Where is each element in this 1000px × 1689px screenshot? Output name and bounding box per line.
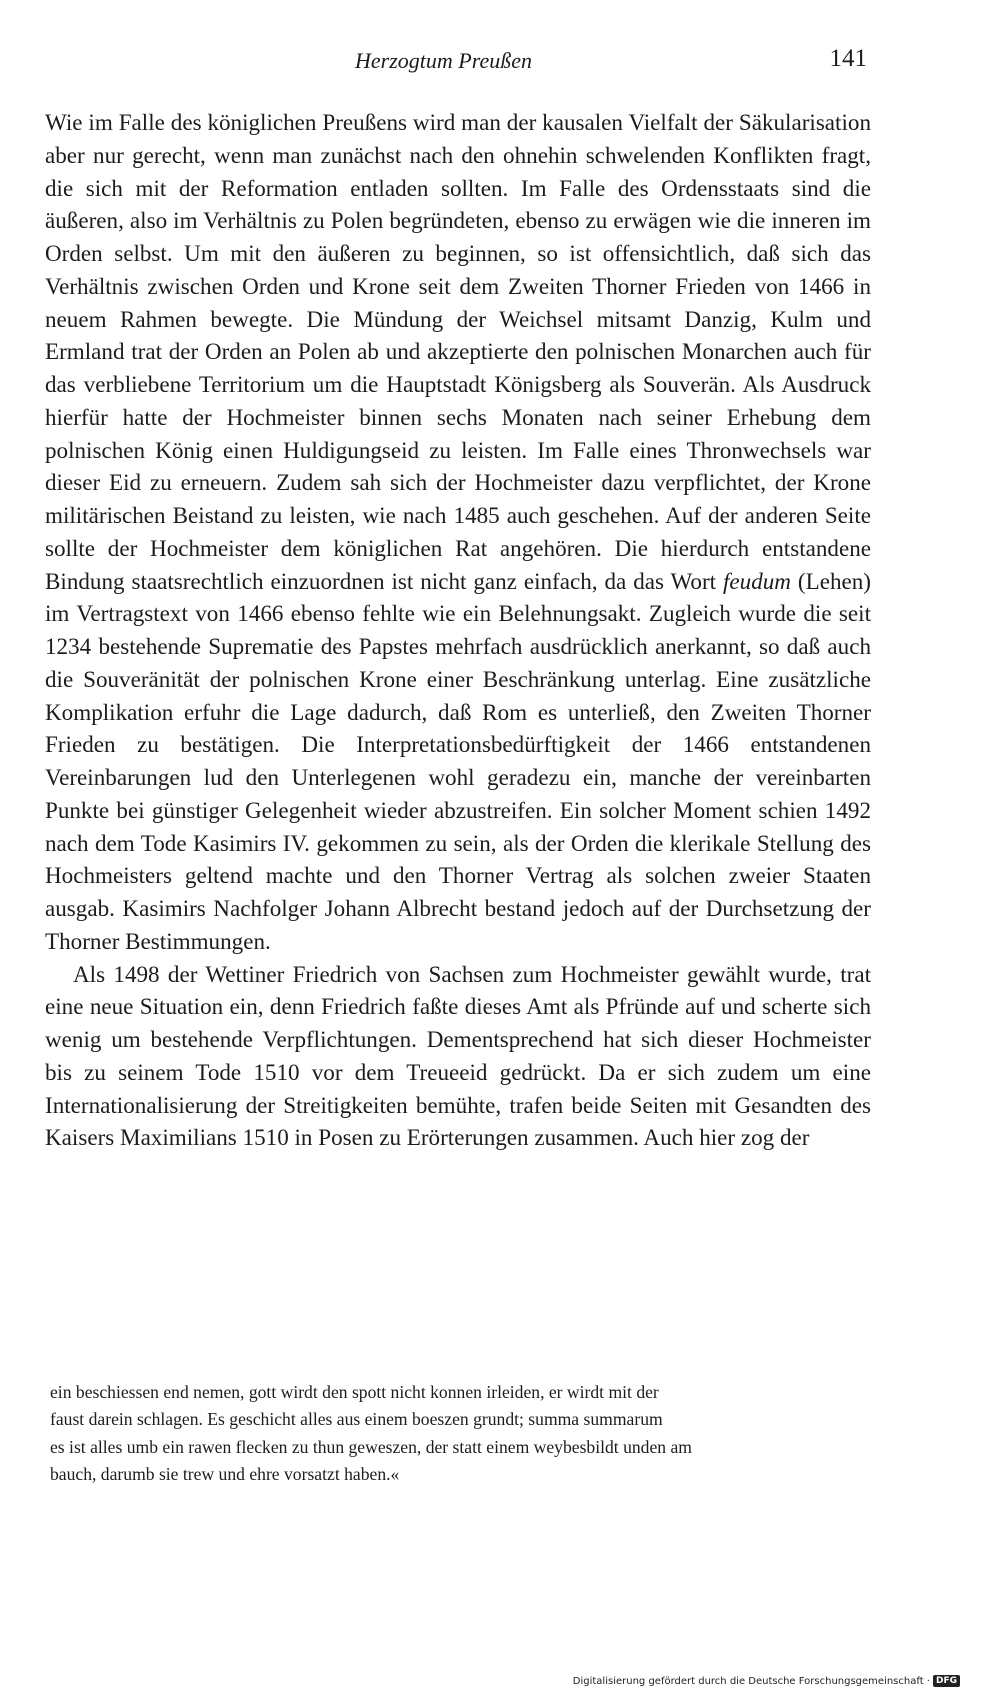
body-text (45, 106, 871, 1154)
page-header (45, 45, 871, 84)
page-number: 141 (829, 45, 867, 72)
footnote-line: bauch, darumb sie trew und ehre vorsatzt haben.« (50, 1463, 400, 1484)
paragraph-1: Wie im Falle des königlichen Preußens wird man der kausalen Vielfalt der Säkularisation aber nur gerecht, wenn man zunächst nach den ohnehin schwelenden Konflikten fragt, die sich mit der Reformation entladen sollten. Im Falle des Ordensstaats sind die äußeren, also im Verhältnis zu Polen begründeten, ebenso zu erwägen wie die inneren im Orden selbst. Um mit den äußeren zu beginnen, so ist offensichtlich, daß sich das Verhältnis zwischen Orden und Krone seit dem Zweiten Thorner Frieden von 1466 in neuem Rahmen bewegte. Die Mündung der Weichsel mitsamt Danzig, Kulm und Ermland trat der Orden an Polen ab und akzeptierte den polnischen Monarchen auch für das verbliebene Territorium um die Hauptstadt Königsberg als Souverän. Als Ausdruck hierfür hatte der Hochmeister binnen sechs Monaten nach seiner Erhebung dem polnischen König einen Huldigungseid zu leisten. Im Falle eines Thronwechsels war dieser Eid zu erneuern. Zudem sah sich der Hochmeister dazu verpflichtet, der Krone militärischen Beistand zu leisten, wie nach 1485 auch geschehen. Auf der anderen Seite sollte der Hochmeister dem königlichen Rat angehören. Die hierdurch entstandene Bindung staatsrechtlich einzuordnen ist nicht ganz einfach, da das Wort feudum (Lehen) im Vertragstext von 1466 ebenso fehlte wie ein Belehnungsakt. Zugleich wurde die seit 1234 bestehende Suprematie des Papstes mehrfach ausdrücklich anerkannt, so daß auch die Souveränität der polnischen Krone einer Beschränkung unterlag. Eine zusätzliche Komplikation erfuhr die Lage dadurch, daß Rom es unterließ, den Zweiten Thorner Frieden zu bestätigen. Die Interpretationsbedürftigkeit der 1466 entstandenen Vereinbarungen lud den Unterlegenen wohl geradezu ein, manche der vereinbarten Punkte bei günstiger Gelegenheit wieder abzustreifen. Ein solcher Moment schien 1492 nach dem Tode Kasimirs IV. gekommen zu sein, als der Orden die klerikale Stellung des Hochmeisters geltend machte und den Thorner Vertrag als solchen zweier Staaten ausgab. Kasimirs Nachfolger Johann Albrecht bestand jedoch auf der Durchsetzung der Thorner Bestimmungen. (45, 109, 871, 954)
footnote-line: ein beschiessen end nemen, gott wirdt den spott nicht konnen irleiden, er wirdt mit der (50, 1382, 659, 1402)
footnote (50, 1379, 879, 1488)
funding-note-text: Digitalisierung gefördert durch die Deutsche Forschungsgemeinschaft · (572, 1675, 930, 1687)
footnote-line: faust darein schlagen. Es geschicht alles aus einem boeszen grundt; summa summarum (50, 1409, 663, 1430)
latin-term: feudum (723, 567, 791, 594)
running-title: Herzogtum Preußen (355, 48, 532, 73)
footnote-line: es ist alles umb ein rawen flecken zu thun geweszen, der statt einem weybesbildt unden am (50, 1436, 692, 1457)
dfg-logo-icon: DFG (933, 1675, 960, 1687)
paragraph-2: Als 1498 der Wettiner Friedrich von Sachsen zum Hochmeister gewählt wurde, trat eine neue Situation ein, denn Friedrich faßte dieses Amt als Pfründe auf und scherte sich wenig um bestehende Verpflichtungen. Dementsprechend hat sich dieser Hochmeister bis zu seinem Tode 1510 vor dem Treueeid gedrückt. Da er sich zudem um eine Internationalisierung der Streitigkeiten bemühte, trafen beide Seiten mit Gesandten des Kaisers Maximilians 1510 in Posen zu Erörterungen zusammen. Auch hier zog der (45, 960, 871, 1151)
funding-note (573, 1675, 960, 1687)
